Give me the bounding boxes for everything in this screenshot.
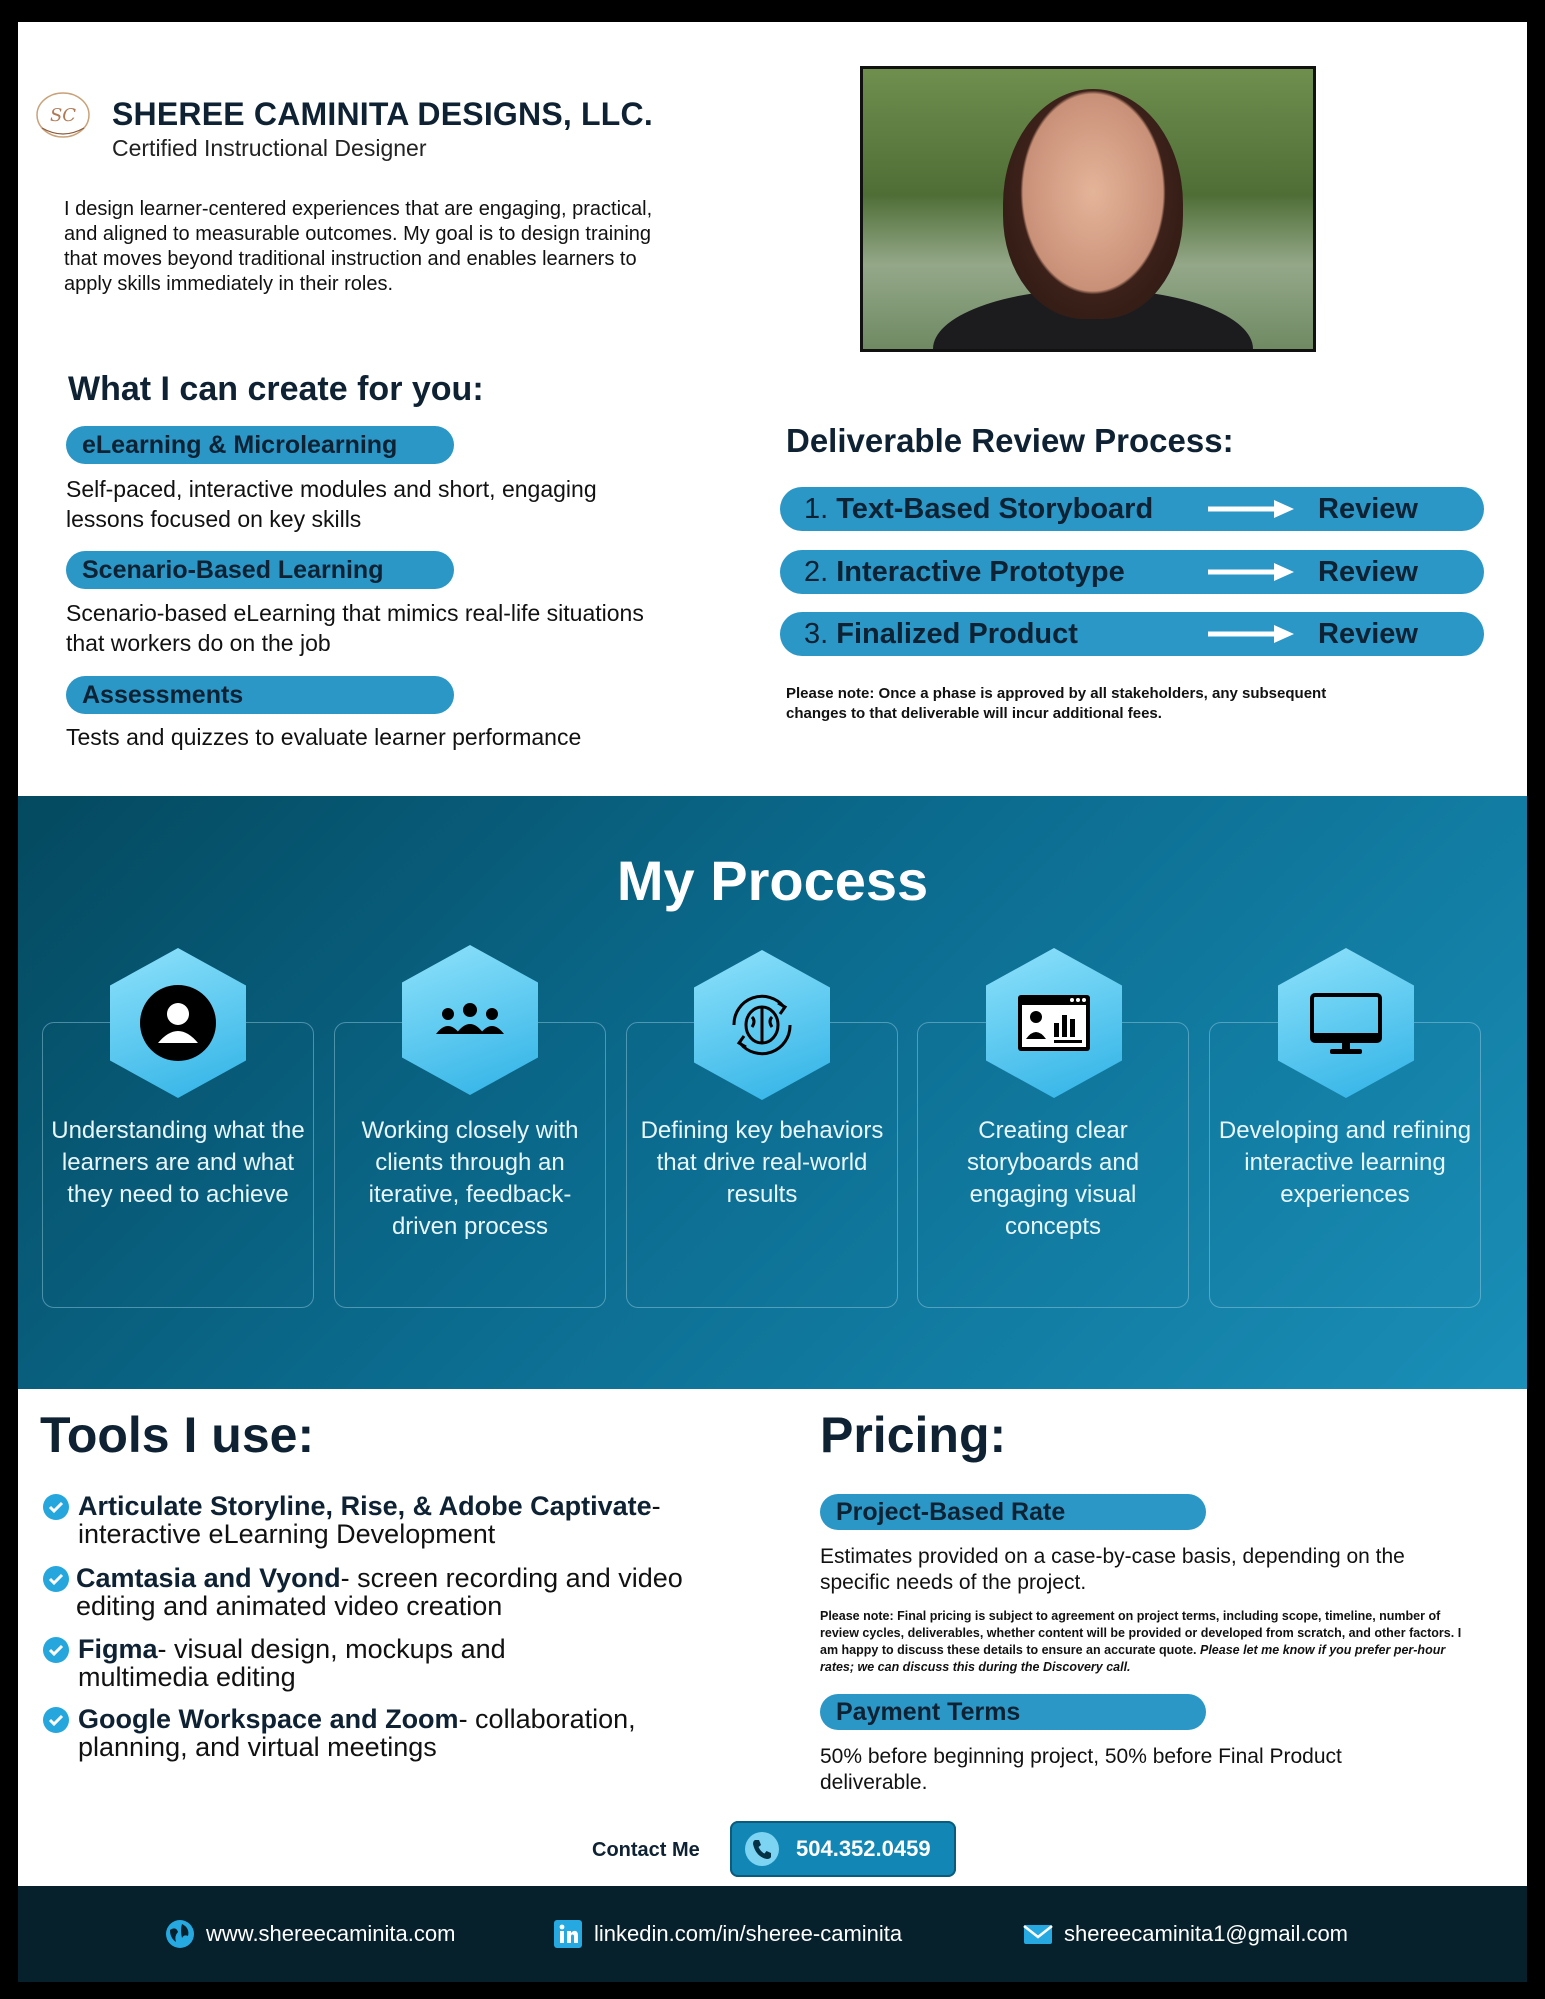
arrow-right-icon [1208, 562, 1298, 582]
company-name: SHEREE CAMINITA DESIGNS, LLC. [112, 96, 653, 132]
review-step-action: Review [1318, 556, 1418, 588]
process-section [18, 796, 1527, 1389]
storyboard-icon [986, 948, 1122, 1098]
flyer-page [18, 22, 1527, 1982]
monitor-icon [1278, 948, 1414, 1098]
globe-icon [164, 1918, 196, 1950]
process-card-text: Creating clear storyboards and engaging visual concepts [966, 1117, 1140, 1240]
process-card-text: Developing and refining interactive learning experiences [1218, 1117, 1472, 1208]
arrow-right-icon [1208, 624, 1298, 644]
review-note: Please note: Once a phase is approved by all stakeholders, any subsequent changes to that deliverable will incur additional fees. [786, 685, 1327, 722]
phone-icon [744, 1831, 780, 1867]
review-step-1 [780, 487, 1484, 531]
review-heading: Deliverable Review Process: [786, 422, 1234, 459]
linkedin-text: linkedin.com/in/sheree-caminita [594, 1921, 903, 1946]
process-card-text: Understanding what the learners are and what they need to achieve [51, 1117, 305, 1208]
pricing-heading: Pricing: [820, 1407, 1007, 1463]
arrow-right-icon [1208, 499, 1298, 519]
group-icon [402, 945, 538, 1095]
contact-label: Contact Me [592, 1839, 700, 1861]
linkedin-icon [552, 1918, 584, 1950]
service-desc-elearning: Self-paced, interactive modules and short, engaging lessons focused on key skills [66, 476, 597, 532]
payment-terms-text: 50% before beginning project, 50% before Final Product deliverable. [820, 1745, 1342, 1794]
process-card-text: Working closely with clients through an iterative, feedback-driven process [361, 1117, 579, 1240]
tool-item-figma: Figma- visual design, mockups and multimedia editing [78, 1634, 506, 1692]
check-circle-icon [42, 1565, 70, 1593]
review-step-label: 3. Finalized Product [804, 618, 1078, 650]
phone-number: 504.352.0459 [796, 1836, 931, 1861]
footer [18, 1886, 1527, 1982]
tool-item-camtasia: Camtasia and Vyond- screen recording and video editing and animated video creation [76, 1563, 683, 1621]
user-icon [110, 948, 246, 1098]
tool-item-google: Google Workspace and Zoom- collaboration, planning, and virtual meetings [78, 1704, 636, 1762]
review-step-2 [780, 550, 1484, 594]
review-step-label: 2. Interactive Prototype [804, 556, 1125, 588]
process-title: My Process [616, 849, 929, 912]
website-text: www.shereecaminita.com [206, 1921, 456, 1946]
review-step-3 [780, 612, 1484, 656]
tool-item-articulate: Articulate Storyline, Rise, & Adobe Captivate- interactive eLearning Development [78, 1491, 661, 1549]
pricing-note: Please note: Final pricing is subject to agreement on project terms, including scope, timeline, number of review cycles, deliverables, whether content will be provided or developed from scratch, and other factors. I am happy to discuss these details to ensure an accurate quote. Please let me know if you prefer per-hour rates; we can discuss this during the Discovery call. [820, 1609, 1462, 1674]
service-desc-assessments: Tests and quizzes to evaluate learner performance [66, 724, 582, 750]
intro-paragraph: I design learner-centered experiences that are engaging, practical, and aligned to measurable outcomes. My goal is to design training that moves beyond traditional instruction and enables learners to apply skills immediately in their roles. [64, 198, 653, 295]
company-logo [32, 88, 94, 142]
payment-terms-pill: Payment Terms [820, 1694, 1206, 1730]
profile-photo [860, 66, 1316, 352]
pricing-rate-text: Estimates provided on a case-by-case basis, depending on the specific needs of the project. [820, 1545, 1405, 1594]
service-pill-assessments: Assessments [66, 676, 454, 714]
check-circle-icon [42, 1493, 70, 1521]
service-desc-scenario: Scenario-based eLearning that mimics real-life situations that workers do on the job [66, 600, 644, 656]
tools-heading: Tools I use: [40, 1407, 315, 1463]
svg-text:SC: SC [49, 105, 77, 126]
process-card-text: Defining key behaviors that drive real-world results [640, 1117, 884, 1208]
mail-icon [1022, 1918, 1054, 1950]
check-circle-icon [42, 1636, 70, 1664]
phone-button[interactable] [730, 1821, 956, 1877]
pricing-rate-pill: Project-Based Rate [820, 1494, 1206, 1530]
email-text: shereecaminita1@gmail.com [1064, 1921, 1349, 1946]
company-subtitle: Certified Instructional Designer [112, 135, 427, 161]
check-circle-icon [42, 1706, 70, 1734]
review-step-action: Review [1318, 618, 1418, 650]
service-pill-elearning: eLearning & Microlearning [66, 426, 454, 464]
review-step-label: 1. Text-Based Storyboard [804, 493, 1154, 525]
service-pill-scenario: Scenario-Based Learning [66, 551, 454, 589]
create-heading: What I can create for you: [68, 370, 484, 408]
brain-icon [694, 950, 830, 1100]
review-step-action: Review [1318, 493, 1418, 525]
